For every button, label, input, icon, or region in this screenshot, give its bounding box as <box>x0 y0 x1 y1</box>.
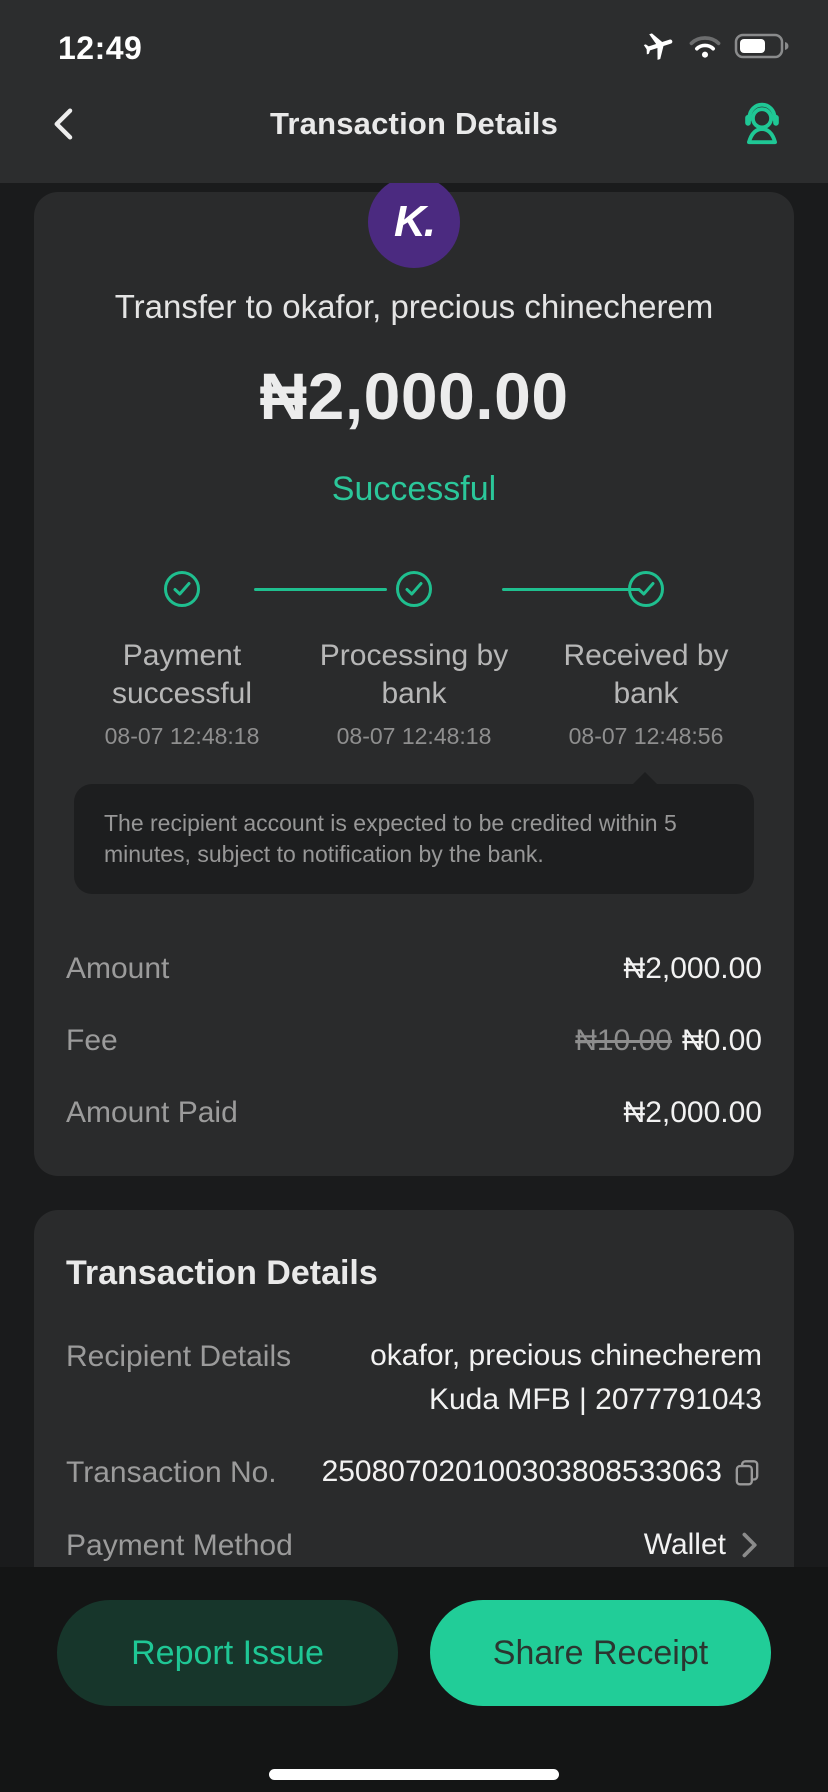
credit-notice <box>74 784 754 894</box>
recipient-bank-account: Kuda MFB | 2077791043 <box>428 1383 762 1416</box>
transaction-no-value: 250807020100303808533063 <box>321 1455 722 1488</box>
fee-old-value: ₦10.00 <box>575 1024 672 1057</box>
copy-icon[interactable] <box>732 1457 762 1487</box>
bottom-action-bar <box>0 1567 828 1792</box>
airplane-mode-icon <box>642 29 676 68</box>
chevron-right-icon <box>736 1530 762 1560</box>
kuda-bank-logo <box>368 176 460 268</box>
payment-method-value: Wallet <box>643 1528 726 1561</box>
recipient-details-row <box>66 1337 762 1419</box>
report-issue-button[interactable]: Report Issue <box>57 1600 398 1706</box>
fee-value <box>575 1024 762 1058</box>
top-bar <box>0 0 828 183</box>
status-label: Successful <box>331 470 497 508</box>
payment-method-row[interactable] <box>66 1526 762 1565</box>
support-agent-icon[interactable] <box>736 98 788 150</box>
details-heading: Transaction Details <box>66 1254 378 1292</box>
scroll-area[interactable] <box>0 183 828 1567</box>
check-circle-icon <box>394 569 434 609</box>
fee-label: Fee <box>66 1024 118 1057</box>
amount-summary-rows <box>66 952 762 1130</box>
payment-method-label: Payment Method <box>66 1529 293 1562</box>
recipient-label: Recipient Details <box>66 1340 292 1373</box>
status-icons <box>642 29 792 68</box>
fee-row <box>66 1024 762 1058</box>
amount-value: ₦2,000.00 <box>623 952 762 985</box>
amount-row <box>66 952 762 986</box>
home-indicator[interactable] <box>269 1769 559 1780</box>
wifi-icon <box>688 33 722 64</box>
step-timestamp: 08-07 12:48:18 <box>104 723 260 749</box>
receipt-summary-card <box>34 192 794 1176</box>
step-timestamp: 08-07 12:48:18 <box>336 723 492 749</box>
transaction-no-label: Transaction No. <box>66 1456 277 1489</box>
amount-paid-value: ₦2,000.00 <box>623 1096 762 1129</box>
page-title: Transaction Details <box>269 106 559 141</box>
transfer-amount: ₦2,000.00 <box>259 359 569 433</box>
step-connector <box>254 588 387 591</box>
transaction-no-row <box>66 1453 762 1492</box>
battery-icon <box>734 31 792 66</box>
transfer-title: Transfer to okafor, precious chinecherem <box>114 288 714 325</box>
amount-paid-label: Amount Paid <box>66 1096 238 1129</box>
nav-bar <box>0 88 828 160</box>
share-receipt-button[interactable]: Share Receipt <box>430 1600 771 1706</box>
status-bar <box>0 24 828 72</box>
step-label: Payment successful <box>111 639 253 710</box>
step-timestamp: 08-07 12:48:56 <box>568 723 724 749</box>
back-button[interactable] <box>40 100 88 148</box>
step-payment-successful <box>66 569 298 750</box>
check-circle-icon <box>162 569 202 609</box>
amount-paid-row <box>66 1096 762 1130</box>
step-processing-by-bank <box>298 569 530 750</box>
step-received-by-bank <box>530 569 762 750</box>
notice-text: The recipient account is expected to be credited within 5 minutes, subject to notification by the bank. <box>74 784 754 894</box>
recipient-name: okafor, precious chinecherem <box>370 1339 762 1372</box>
fee-new-value: ₦0.00 <box>681 1024 762 1057</box>
step-connector <box>502 588 640 591</box>
step-label: Processing by bank <box>319 639 509 710</box>
notice-caret <box>632 772 658 785</box>
progress-steps <box>66 569 762 750</box>
step-label: Received by bank <box>563 639 729 710</box>
status-time: 12:49 <box>58 29 143 66</box>
amount-label: Amount <box>66 952 170 985</box>
kuda-logo-letter: K. <box>394 197 434 246</box>
